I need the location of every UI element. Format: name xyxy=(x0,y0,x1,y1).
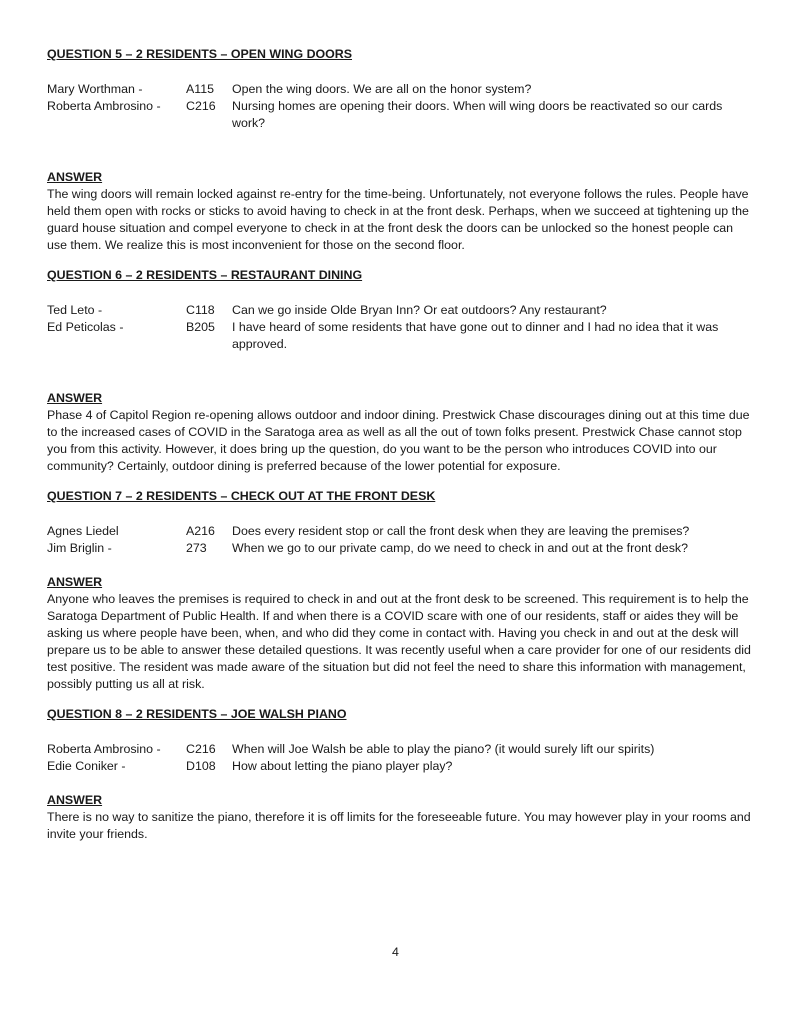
resident-row xyxy=(47,540,752,557)
resident-name: Roberta Ambrosino - xyxy=(47,99,161,113)
resident-name: Edie Coniker - xyxy=(47,759,126,773)
resident-row xyxy=(47,758,752,775)
resident-unit: B205 xyxy=(186,320,215,334)
question-heading: QUESTION 8 – 2 RESIDENTS – JOE WALSH PIANO xyxy=(47,707,347,721)
answer-heading: ANSWER xyxy=(47,170,103,184)
answer-heading: ANSWER xyxy=(47,391,103,405)
resident-unit: A115 xyxy=(186,82,215,96)
resident-unit: C216 xyxy=(186,742,216,756)
resident-name: Mary Worthman - xyxy=(47,82,143,96)
resident-unit: A216 xyxy=(186,524,215,538)
question-heading: QUESTION 7 – 2 RESIDENTS – CHECK OUT AT THE FRONT DESK xyxy=(47,489,436,503)
question-section xyxy=(47,488,752,693)
resident-name: Jim Briglin - xyxy=(47,541,112,555)
resident-question: Can we go inside Olde Bryan Inn? Or eat outdoors? Any restaurant? xyxy=(232,303,607,317)
resident-question: How about letting the piano player play? xyxy=(232,759,453,773)
resident-unit: D108 xyxy=(186,759,216,773)
resident-name: Ed Peticolas - xyxy=(47,320,124,334)
resident-unit: 273 xyxy=(186,541,207,555)
resident-row xyxy=(47,319,752,353)
resident-row xyxy=(47,523,752,540)
resident-question: Open the wing doors. We are all on the honor system? xyxy=(232,82,532,96)
resident-unit: C118 xyxy=(186,303,215,317)
resident-name: Ted Leto - xyxy=(47,303,103,317)
resident-question: When will Joe Walsh be able to play the piano? (it would surely lift our spirits) xyxy=(232,742,655,756)
answer-text: Anyone who leaves the premises is required to check in and out at the front desk to be screened. This requirement is to help the Saratoga Department of Public Health. If and when there is a COVID scare with one of our residents, staff or aides they will be asking us where people have been, when, and who did they come in contact with. Having you check in and out at the desk will prepare us to be able to answer these detailed questions. It was recently useful when a care provider for one of our residents did test positive. The resident was made aware of the situation but did not feel the need to share this information with management, possibly putting us all at risk. xyxy=(47,592,751,691)
resident-question: I have heard of some residents that have gone out to dinner and I had no idea that it was approved. xyxy=(232,320,719,351)
question-heading: QUESTION 5 – 2 RESIDENTS – OPEN WING DOORS xyxy=(47,47,353,61)
question-heading: QUESTION 6 – 2 RESIDENTS – RESTAURANT DINING xyxy=(47,268,363,282)
resident-question: Nursing homes are opening their doors. When will wing doors be reactivated so our cards work? xyxy=(232,99,723,130)
answer-heading: ANSWER xyxy=(47,793,103,807)
resident-row xyxy=(47,302,752,319)
resident-name: Roberta Ambrosino - xyxy=(47,742,161,756)
answer-heading: ANSWER xyxy=(47,575,103,589)
answer-text: The wing doors will remain locked against re-entry for the time-being. Unfortunately, not everyone follows the rules. People have held them open with rocks or sticks to avoid having to check in at the front desk. Perhaps, when we succeed at tightening up the guard house situation and compel everyone to check in at the front desk the doors can be unlocked so the honest people can use them. We realize this is most inconvenient for those on the second floor. xyxy=(47,187,749,252)
question-section xyxy=(47,46,752,254)
answer-text: Phase 4 of Capitol Region re-opening allows outdoor and indoor dining. Prestwick Chase discourages dining out at this time due to the increased cases of COVID in the Saratoga area as well as all the out of town folks present. Prestwick Chase cannot stop you from this activity. However, it does bring up the question, do you want to be the person who introduces COVID into our community? Certainly, outdoor dining is preferred because of the lower potential for exposure. xyxy=(47,408,750,473)
resident-unit: C216 xyxy=(186,99,216,113)
answer-text: There is no way to sanitize the piano, therefore it is off limits for the foreseeable future. You may however play in your rooms and invite your friends. xyxy=(47,810,751,841)
resident-row xyxy=(47,81,752,98)
question-section xyxy=(47,267,752,475)
resident-name: Agnes Liedel xyxy=(47,524,119,538)
page-number: 4 xyxy=(392,945,399,959)
resident-question: When we go to our private camp, do we need to check in and out at the front desk? xyxy=(232,541,688,555)
resident-row xyxy=(47,98,752,132)
resident-question: Does every resident stop or call the front desk when they are leaving the premises? xyxy=(232,524,690,538)
question-section xyxy=(47,706,752,843)
document-page xyxy=(47,46,752,843)
resident-row xyxy=(47,741,752,758)
